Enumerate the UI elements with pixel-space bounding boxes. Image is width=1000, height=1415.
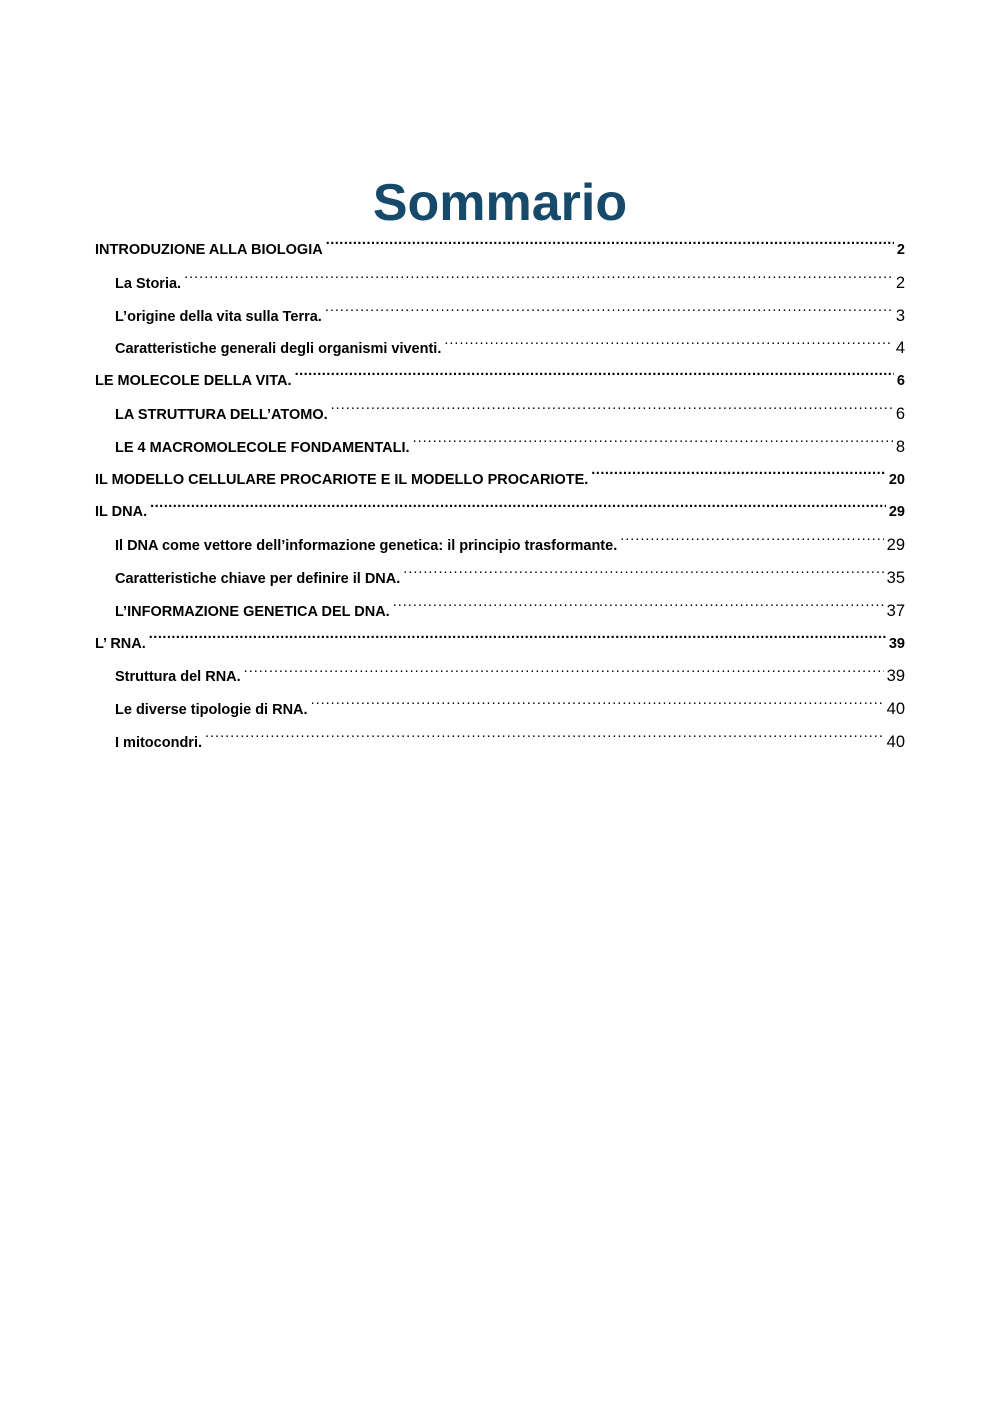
toc-entry-page-number: 40 [886,700,905,719]
dot-leader [311,700,884,715]
toc-entry-label: LE 4 MACROMOLECOLE FONDAMENTALI. [115,439,410,456]
toc-entry[interactable] [95,562,905,595]
toc-entry[interactable] [95,628,905,661]
toc-entry-label: LA STRUTTURA DELL’ATOMO. [115,406,328,423]
toc-entry-label: IL DNA. [95,504,148,521]
toc-entry[interactable] [95,726,905,759]
toc-entry-label: LE MOLECOLE DELLA VITA. [95,373,292,390]
toc-entry-page-number: 3 [895,306,905,325]
dot-leader [295,371,894,386]
toc-entry-label: L’INFORMAZIONE GENETICA DEL DNA. [115,603,390,620]
dot-leader [184,273,893,288]
dot-leader [444,339,892,354]
dot-leader [244,667,884,682]
dot-leader [591,469,886,484]
dot-leader [149,633,886,648]
toc-entry-page-number: 39 [888,635,905,652]
toc-entry-label: La Storia. [115,275,182,292]
toc-entry-page-number: 2 [896,242,905,258]
dot-leader [326,240,894,255]
toc-entry[interactable] [95,595,905,628]
dot-leader [403,568,883,583]
dot-leader [331,404,893,419]
toc-entry-page-number: 29 [886,536,905,555]
page-title: Sommario [372,173,628,232]
toc-entry[interactable] [95,398,905,431]
toc-entry[interactable] [95,300,905,333]
toc-entry[interactable] [95,365,905,398]
toc-entry-label: Il DNA come vettore dell’informazione genetica: il principio trasformante. [115,538,618,555]
toc-entry-label: INTRODUZIONE ALLA BIOLOGIA [95,242,323,258]
toc-entry-page-number: 6 [895,404,905,423]
dot-leader [620,536,883,551]
toc-entry-page-number: 39 [886,667,905,686]
toc-entry[interactable] [95,431,905,464]
toc-entry[interactable] [95,529,905,562]
toc-entry[interactable] [95,693,905,726]
toc-entry[interactable] [95,332,905,365]
toc-entry[interactable] [95,496,905,529]
toc-entry-label: IL MODELLO CELLULARE PROCARIOTE E IL MODELLO PROCARIOTE. [95,471,589,488]
toc-entry-label: Le diverse tipologie di RNA. [115,702,308,719]
table-of-contents [95,234,905,759]
toc-entry-label: L’origine della vita sulla Terra. [115,308,322,325]
toc-entry-page-number: 40 [886,732,905,751]
toc-entry-page-number: 35 [886,568,905,587]
toc-entry[interactable] [95,660,905,693]
toc-entry-label: L’ RNA. [95,635,146,652]
toc-entry-page-number: 4 [895,339,905,358]
toc-entry-label: I mitocondri. [115,734,202,751]
toc-entry-page-number: 37 [886,601,905,620]
toc-entry[interactable] [95,267,905,300]
toc-entry-page-number: 6 [896,373,905,390]
toc-entry-page-number: 29 [888,504,905,521]
dot-leader [150,502,886,517]
toc-entry-label: Struttura del RNA. [115,669,241,686]
toc-entry-page-number: 2 [895,273,905,292]
dot-leader [325,306,893,321]
dot-leader [413,437,893,452]
toc-entry[interactable] [95,234,905,267]
toc-entry-page-number: 20 [888,471,905,488]
toc-entry-label: Caratteristiche generali degli organismi viventi. [115,341,442,358]
toc-entry[interactable] [95,464,905,497]
toc-entry-label: Caratteristiche chiave per definire il DNA. [115,570,401,587]
toc-entry-page-number: 8 [895,437,905,456]
dot-leader [205,732,884,747]
dot-leader [393,601,884,616]
